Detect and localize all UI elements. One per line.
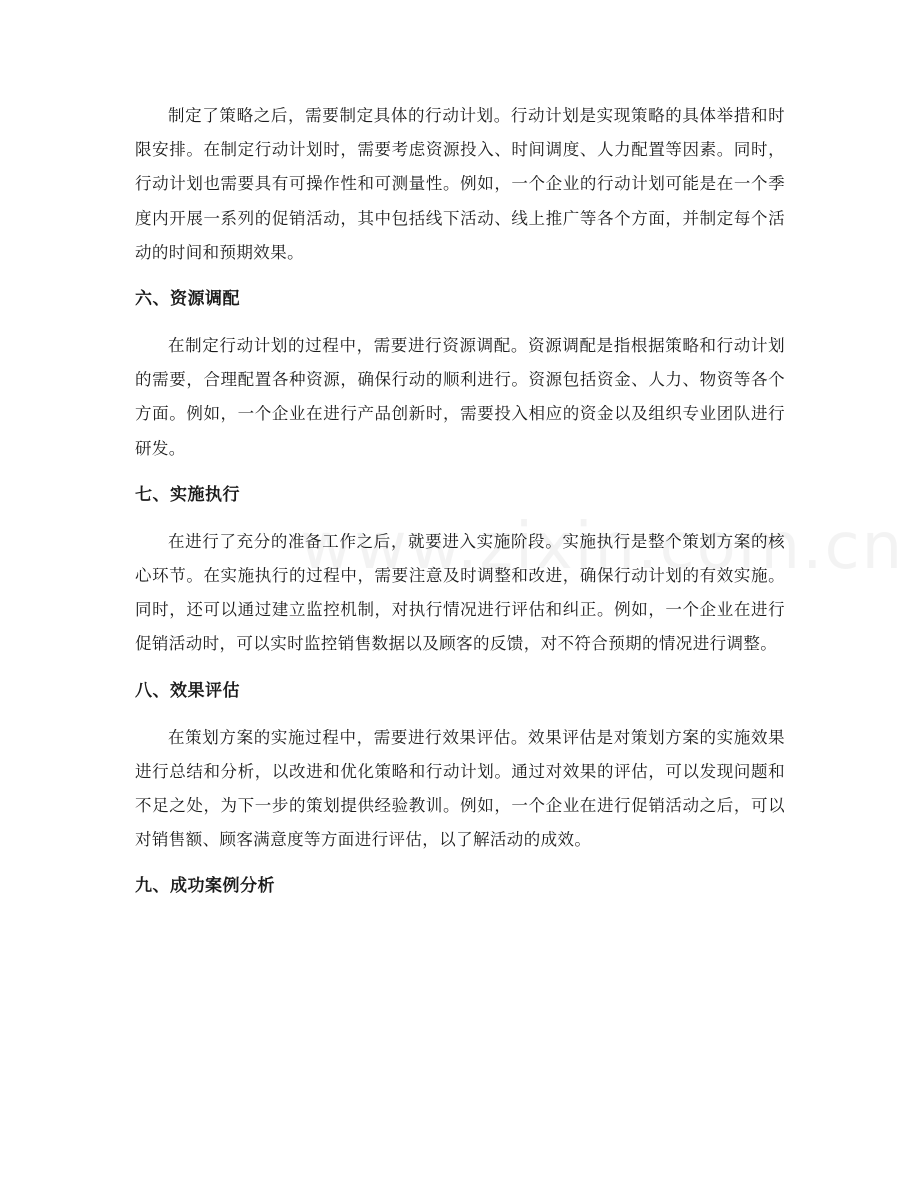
paragraph-resource-allocation: 在制定行动计划的过程中，需要进行资源调配。资源调配是指根据策略和行动计划的需要，合理配置各种资源，确保行动的顺利进行。资源包括资金、人力、物资等各个方面。例如，一个企业在进行产品创新时，需要投入相应的资金以及组织专业团队进行研发。 (135, 336, 785, 458)
paragraph-action-plan: 制定了策略之后，需要制定具体的行动计划。行动计划是实现策略的具体举措和时限安排。在制定行动计划时，需要考虑资源投入、时间调度、人力配置等因素。同时，行动计划也需要具有可操作性和可测量性。例如，一个企业的行动计划可能是在一个季度内开展一系列的促销活动，其中包括线下活动、线上推广等各个方面，并制定每个活动的时间和预期效果。 (135, 106, 785, 262)
heading-resource-allocation: 六、资源调配 (135, 289, 240, 310)
paragraph-effect-evaluation: 在策划方案的实施过程中，需要进行效果评估。效果评估是对策划方案的实施效果进行总结和分析，以改进和优化策略和行动计划。通过对效果的评估，可以发现问题和不足之处，为下一步的策划提供经验教训。例如，一个企业在进行促销活动之后，可以对销售额、顾客满意度等方面进行评估，以了解活动的成效。 (135, 727, 785, 850)
heading-implementation: 七、实施执行 (135, 484, 240, 505)
heading-case-analysis: 九、成功案例分析 (135, 876, 275, 897)
paragraph-implementation: 在进行了充分的准备工作之后，就要进入实施阶段。实施执行是整个策划方案的核心环节。在实施执行的过程中，需要注意及时调整和改进，确保行动计划的有效实施。同时，还可以通过建立监控机制，对执行情况进行评估和纠正。例如，一个企业在进行促销活动时，可以实时监控销售数据以及顾客的反馈，对不符合预期的情况进行调整。 (135, 531, 785, 654)
document-body (135, 99, 785, 903)
heading-effect-evaluation: 八、效果评估 (135, 680, 240, 701)
